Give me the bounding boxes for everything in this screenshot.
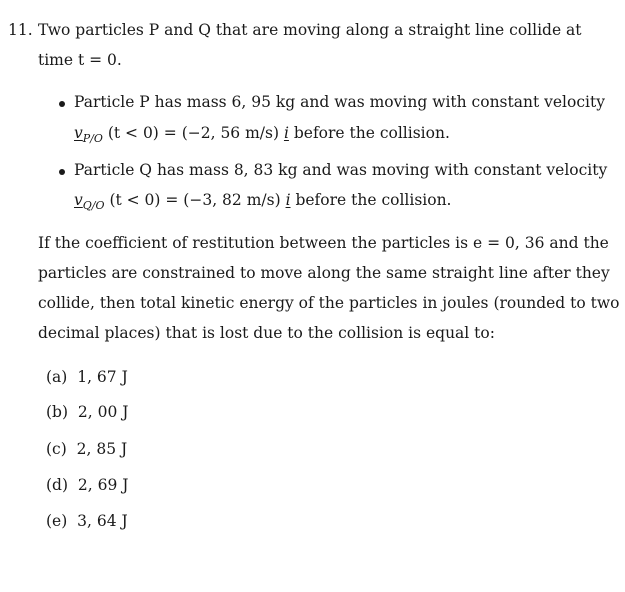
option-value: 2, 69 J [77,476,129,494]
option-value: 2, 85 J [76,440,128,458]
option-d [46,476,128,494]
question-line-1: If the coefficient of restitution between the particles is e = 0, 36 and the [38,234,609,252]
velocity-tail: before the collision. [288,124,450,142]
option-value: 3, 64 J [77,512,128,530]
velocity-tail: before the collision. [290,191,452,209]
option-label: (b) [46,403,69,421]
option-b [46,403,128,421]
option-value: 2, 00 J [77,403,129,421]
velocity-expression: (t < 0) = (−3, 82 m/s) [104,191,286,209]
bullet-1-line-1: Particle P has mass 6, 95 kg and was moving with constant velocity [74,93,605,111]
bullet-marker [59,169,65,175]
option-a [46,368,128,386]
question-line-3: collide, then total kinetic energy of the particles in joules (rounded to two [38,294,620,312]
bullet-2-velocity-line [74,191,452,212]
question-line-4: decimal places) that is lost due to the collision is equal to: [38,324,495,342]
problem-number: 11. [8,21,33,39]
bullet-1-velocity-line [74,124,450,145]
option-value: 1, 67 J [77,368,128,386]
bullet-2-line-1: Particle Q has mass 8, 83 kg and was moving with constant velocity [74,161,608,179]
velocity-subscript: P/O [82,132,103,145]
velocity-symbol: v [74,124,83,142]
velocity-expression: (t < 0) = (−2, 56 m/s) [102,124,284,142]
problem-intro-line-2: time t = 0. [38,51,122,69]
velocity-symbol: v [74,191,83,209]
bullet-marker [59,101,65,107]
option-label: (d) [46,476,69,494]
option-label: (a) [46,368,68,386]
option-c [46,440,127,458]
option-e [46,512,128,530]
problem-intro-line-1: Two particles P and Q that are moving along a straight line collide at [38,21,582,39]
question-line-2: particles are constrained to move along the same straight line after they [38,264,610,282]
option-label: (e) [46,512,68,530]
option-label: (c) [46,440,67,458]
velocity-subscript: Q/O [82,199,105,212]
unit-vector-i: i [283,124,289,142]
unit-vector-i: i [285,191,291,209]
